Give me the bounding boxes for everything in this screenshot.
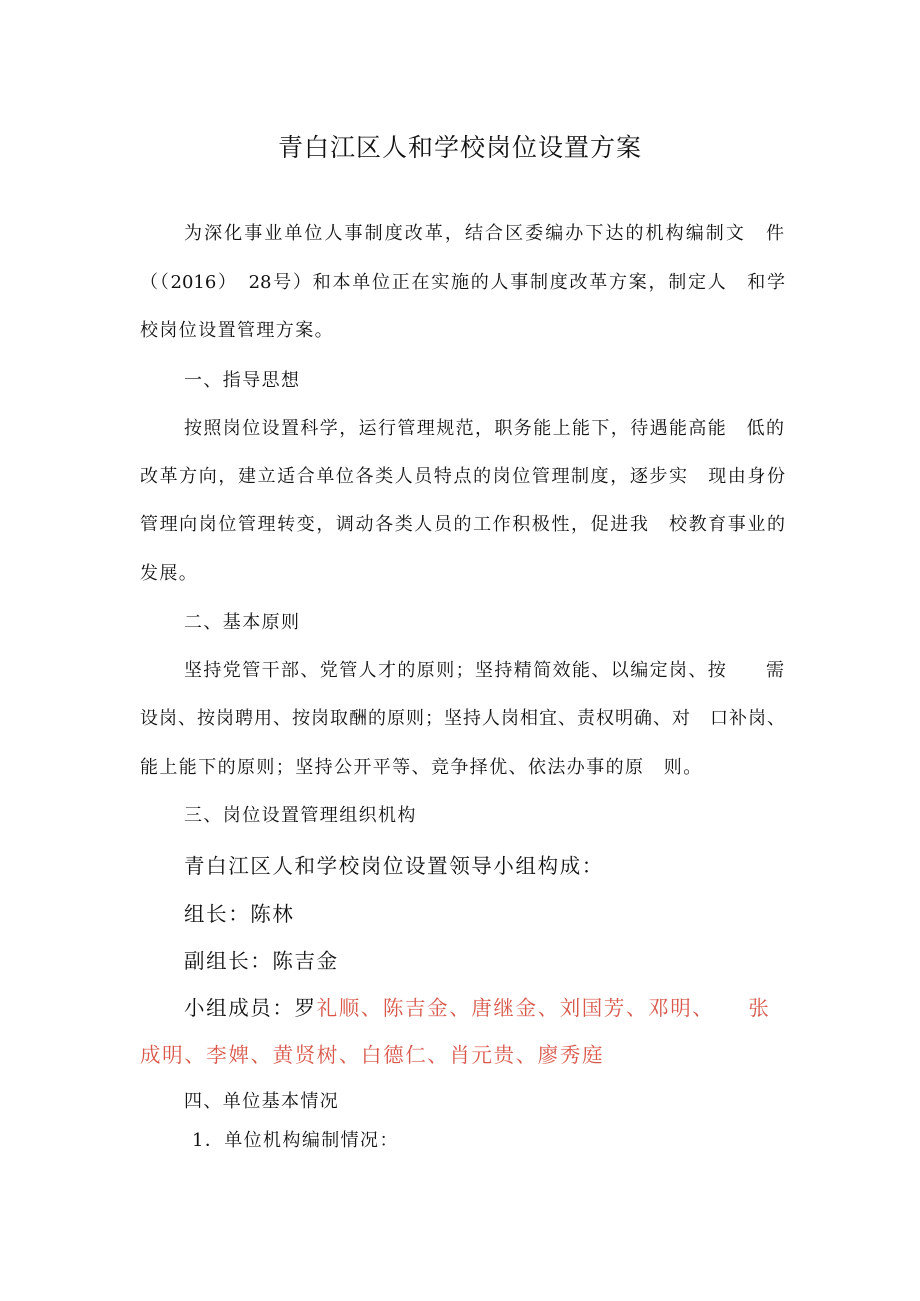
section-4-item-1: 1．单位机构编制情况： — [192, 1130, 399, 1151]
group-members-names-1: 礼顺、陈吉金、唐继金、刘国芳、邓明、 张 — [316, 996, 771, 1020]
group-members-label: 小组成员：罗 — [184, 996, 317, 1020]
document-title: 青白江区人和学校岗位设置方案 — [277, 133, 642, 162]
group-members-line-2: 成明、李婢、黄贤树、白德仁、肖元贵、廖秀庭 — [140, 1043, 605, 1067]
section-1-line-4: 发展。 — [140, 563, 199, 584]
section-2-line-1: 坚持党管干部、党管人才的原则；坚持精简效能、以编定岗、按 需 — [184, 660, 784, 681]
section-3-heading: 三、岗位设置管理组织机构 — [184, 805, 417, 826]
section-4-heading: 四、单位基本情况 — [184, 1091, 340, 1112]
section-2-line-3: 能上能下的原则；坚持公开平等、竞争择优、依法办事的原 则。 — [140, 757, 703, 778]
section-1-line-2: 改革方向，建立适合单位各类人员特点的岗位管理制度，逐步实 现由身份 — [140, 466, 785, 487]
leadership-intro: 青白江区人和学校岗位设置领导小组构成： — [184, 854, 604, 878]
section-2-line-2: 设岗、按岗聘用、按岗取酬的原则；坚持人岗相宜、责权明确、对 口补岗、 — [140, 708, 785, 729]
intro-line-1: 为深化事业单位人事制度改革，结合区委编办下达的机构编制文 件 — [184, 223, 784, 244]
group-members-line-1 — [184, 993, 784, 1023]
section-1-line-1: 按照岗位设置科学，运行管理规范，职务能上能下，待遇能高能 低的 — [184, 418, 784, 439]
deputy-group-leader: 副组长：陈吉金 — [184, 949, 339, 973]
group-leader: 组长：陈林 — [184, 902, 295, 926]
section-1-heading: 一、指导思想 — [184, 370, 301, 391]
section-2-heading: 二、基本原则 — [184, 612, 301, 633]
section-1-line-3: 管理向岗位管理转变，调动各类人员的工作积极性，促进我 校教育事业的 — [140, 514, 785, 535]
intro-line-3: 校岗位设置管理方案。 — [140, 320, 334, 341]
intro-line-2: （（2016） 28号）和本单位正在实施的人事制度改革方案，制定人 和学 — [140, 272, 785, 293]
